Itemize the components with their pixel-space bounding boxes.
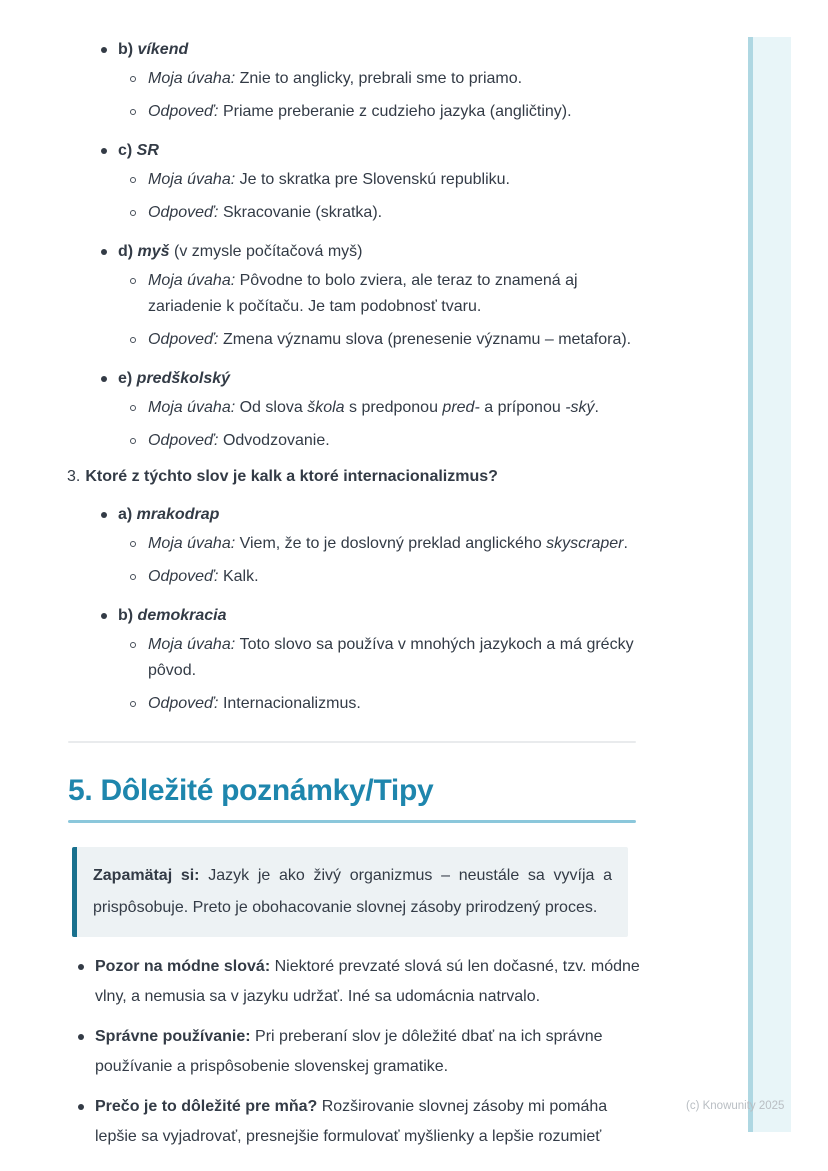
list-item-a-mrakodrap [68, 502, 644, 590]
sub-label: Moja úvaha: [148, 535, 240, 552]
sub-label: Moja úvaha: [148, 636, 240, 653]
sub-item-odpoved [68, 564, 644, 590]
entry-word: SR [136, 142, 159, 159]
sub-text: Skracovanie (skratka). [222, 204, 383, 221]
circle-bullet-icon [130, 210, 136, 216]
bullet-icon [101, 249, 107, 255]
bullet-icon [78, 1104, 84, 1110]
entry-title [68, 603, 644, 629]
sub-label: Moja úvaha: [148, 399, 240, 416]
question-3-heading [67, 464, 644, 490]
circle-bullet-icon [130, 405, 136, 411]
question-3-answer-list [68, 502, 644, 717]
tip-item-spravne-pouzivanie [68, 1022, 644, 1082]
circle-bullet-icon [130, 642, 136, 648]
tip-text: Pri preberaní slov je dôležité dbať na ich správne používanie a prispôsobenie slovenskej gramatike. [95, 1028, 603, 1075]
entry-letter: e) [118, 370, 137, 387]
sub-text: Zmena významu slova (prenesenie významu – metafora). [222, 331, 632, 348]
sub-label: Odpoveď: [148, 432, 223, 449]
sub-item-odpoved [68, 327, 644, 353]
entry-title [68, 37, 644, 63]
sub-label: Moja úvaha: [148, 272, 240, 289]
sub-text: Pôvodne to bolo zviera, ale teraz to znamená aj zariadenie k počítaču. Je tam podobnosť tvaru. [148, 272, 578, 315]
sub-item-moja-uvaha [68, 167, 644, 193]
entry-letter: c) [118, 142, 137, 159]
sub-label: Odpoveď: [148, 204, 223, 221]
heading-underline [68, 820, 636, 823]
callout-text [93, 860, 612, 924]
circle-bullet-icon [130, 701, 136, 707]
entry-word: demokracia [137, 607, 227, 624]
sub-label: Moja úvaha: [148, 70, 240, 87]
sub-text: Odvodzovanie. [222, 432, 330, 449]
bullet-icon [78, 1034, 84, 1040]
sub-text: Znie to anglicky, prebrali sme to priamo. [239, 70, 523, 87]
page-margin-bar [748, 37, 791, 1132]
entry-letter: b) [118, 41, 138, 58]
sub-item-moja-uvaha [68, 395, 644, 421]
entry-title [68, 366, 644, 392]
sub-text: Kalk. [222, 568, 259, 585]
circle-bullet-icon [130, 337, 136, 343]
list-item-d-mys [68, 239, 644, 353]
sub-item-moja-uvaha [68, 268, 644, 320]
sub-label: Odpoveď: [148, 103, 223, 120]
list-item-b-demokracia [68, 603, 644, 717]
list-item-c-sr [68, 138, 644, 226]
circle-bullet-icon [130, 109, 136, 115]
entry-word: mrakodrap [136, 506, 220, 523]
sub-label: Moja úvaha: [148, 171, 240, 188]
question-number: 3. [67, 468, 81, 485]
remember-callout-box [72, 847, 628, 937]
tip-label: Správne používanie: [95, 1028, 256, 1045]
tip-item-modne-slova [68, 952, 644, 1012]
bullet-icon [101, 376, 107, 382]
bullet-icon [101, 47, 107, 53]
sub-text: Toto slovo sa používa v mnohých jazykoch a má grécky pôvod. [148, 636, 634, 679]
circle-bullet-icon [130, 278, 136, 284]
bullet-icon [101, 148, 107, 154]
entry-letter: d) [118, 243, 138, 260]
circle-bullet-icon [130, 574, 136, 580]
section-5-heading: 5. Dôležité poznámky/Tipy [68, 774, 434, 807]
sub-item-odpoved [68, 99, 644, 125]
sub-text: Viem, že to je doslovný preklad anglického skyscraper. [239, 535, 628, 552]
sub-text: Priame preberanie z cudzieho jazyka (angličtiny). [222, 103, 572, 120]
tip-label: Pozor na módne slová: [95, 958, 275, 975]
copyright-watermark: (c) Knowunity 2025 [686, 1100, 785, 1112]
tip-text: Niektoré prevzaté slová sú len dočasné, tzv. módne vlny, a nemusia sa v jazyku udržať. Iné sa udomácnia natrvalo. [95, 958, 640, 1005]
bullet-icon [101, 512, 107, 518]
bullet-icon [101, 613, 107, 619]
list-item-b-vikend [68, 37, 644, 125]
sub-item-odpoved [68, 691, 644, 717]
entry-title [68, 138, 644, 164]
circle-bullet-icon [130, 177, 136, 183]
entry-word: víkend [137, 41, 189, 58]
sub-text: Internacionalizmus. [222, 695, 361, 712]
sub-label: Odpoveď: [148, 331, 223, 348]
sub-label: Odpoveď: [148, 695, 223, 712]
sub-item-moja-uvaha [68, 66, 644, 92]
circle-bullet-icon [130, 438, 136, 444]
entry-word: myš [137, 243, 170, 260]
sub-item-odpoved [68, 428, 644, 454]
entry-title [68, 239, 644, 265]
sub-item-moja-uvaha [68, 531, 644, 557]
sub-label: Odpoveď: [148, 568, 223, 585]
section-divider [68, 741, 636, 743]
entry-suffix: (v zmysle počítačová myš) [169, 243, 363, 260]
tip-item-preco-dolezite [68, 1092, 644, 1152]
circle-bullet-icon [130, 76, 136, 82]
callout-label: Zapamätaj si: [93, 867, 209, 884]
callout-body: Jazyk je ako živý organizmus – neustále sa vyvíja a prispôsobuje. Preto je obohacovanie slovnej zásoby prirodzený proces. [93, 867, 613, 916]
question-title: Ktoré z týchto slov je kalk a ktoré internacionalizmus? [85, 468, 498, 485]
circle-bullet-icon [130, 541, 136, 547]
sub-item-odpoved [68, 200, 644, 226]
list-item-e-predskolsky [68, 366, 644, 454]
entry-title [68, 502, 644, 528]
entry-letter: a) [118, 506, 137, 523]
sub-text: Je to skratka pre Slovenskú republiku. [239, 171, 510, 188]
entry-letter: b) [118, 607, 138, 624]
tip-text: Rozširovanie slovnej zásoby mi pomáha lepšie sa vyjadrovať, presnejšie formulovať myšlienky a lepšie rozumieť [95, 1098, 608, 1145]
sub-text: Od slova škola s predponou pred- a príponou -ský. [239, 399, 599, 416]
entry-word: predškolský [136, 370, 231, 387]
sub-item-moja-uvaha [68, 632, 644, 684]
bullet-icon [78, 964, 84, 970]
document-content [68, 0, 644, 1152]
tips-list [68, 952, 644, 1152]
tip-label: Prečo je to dôležité pre mňa? [95, 1098, 322, 1115]
exercise-answer-list [68, 37, 644, 454]
